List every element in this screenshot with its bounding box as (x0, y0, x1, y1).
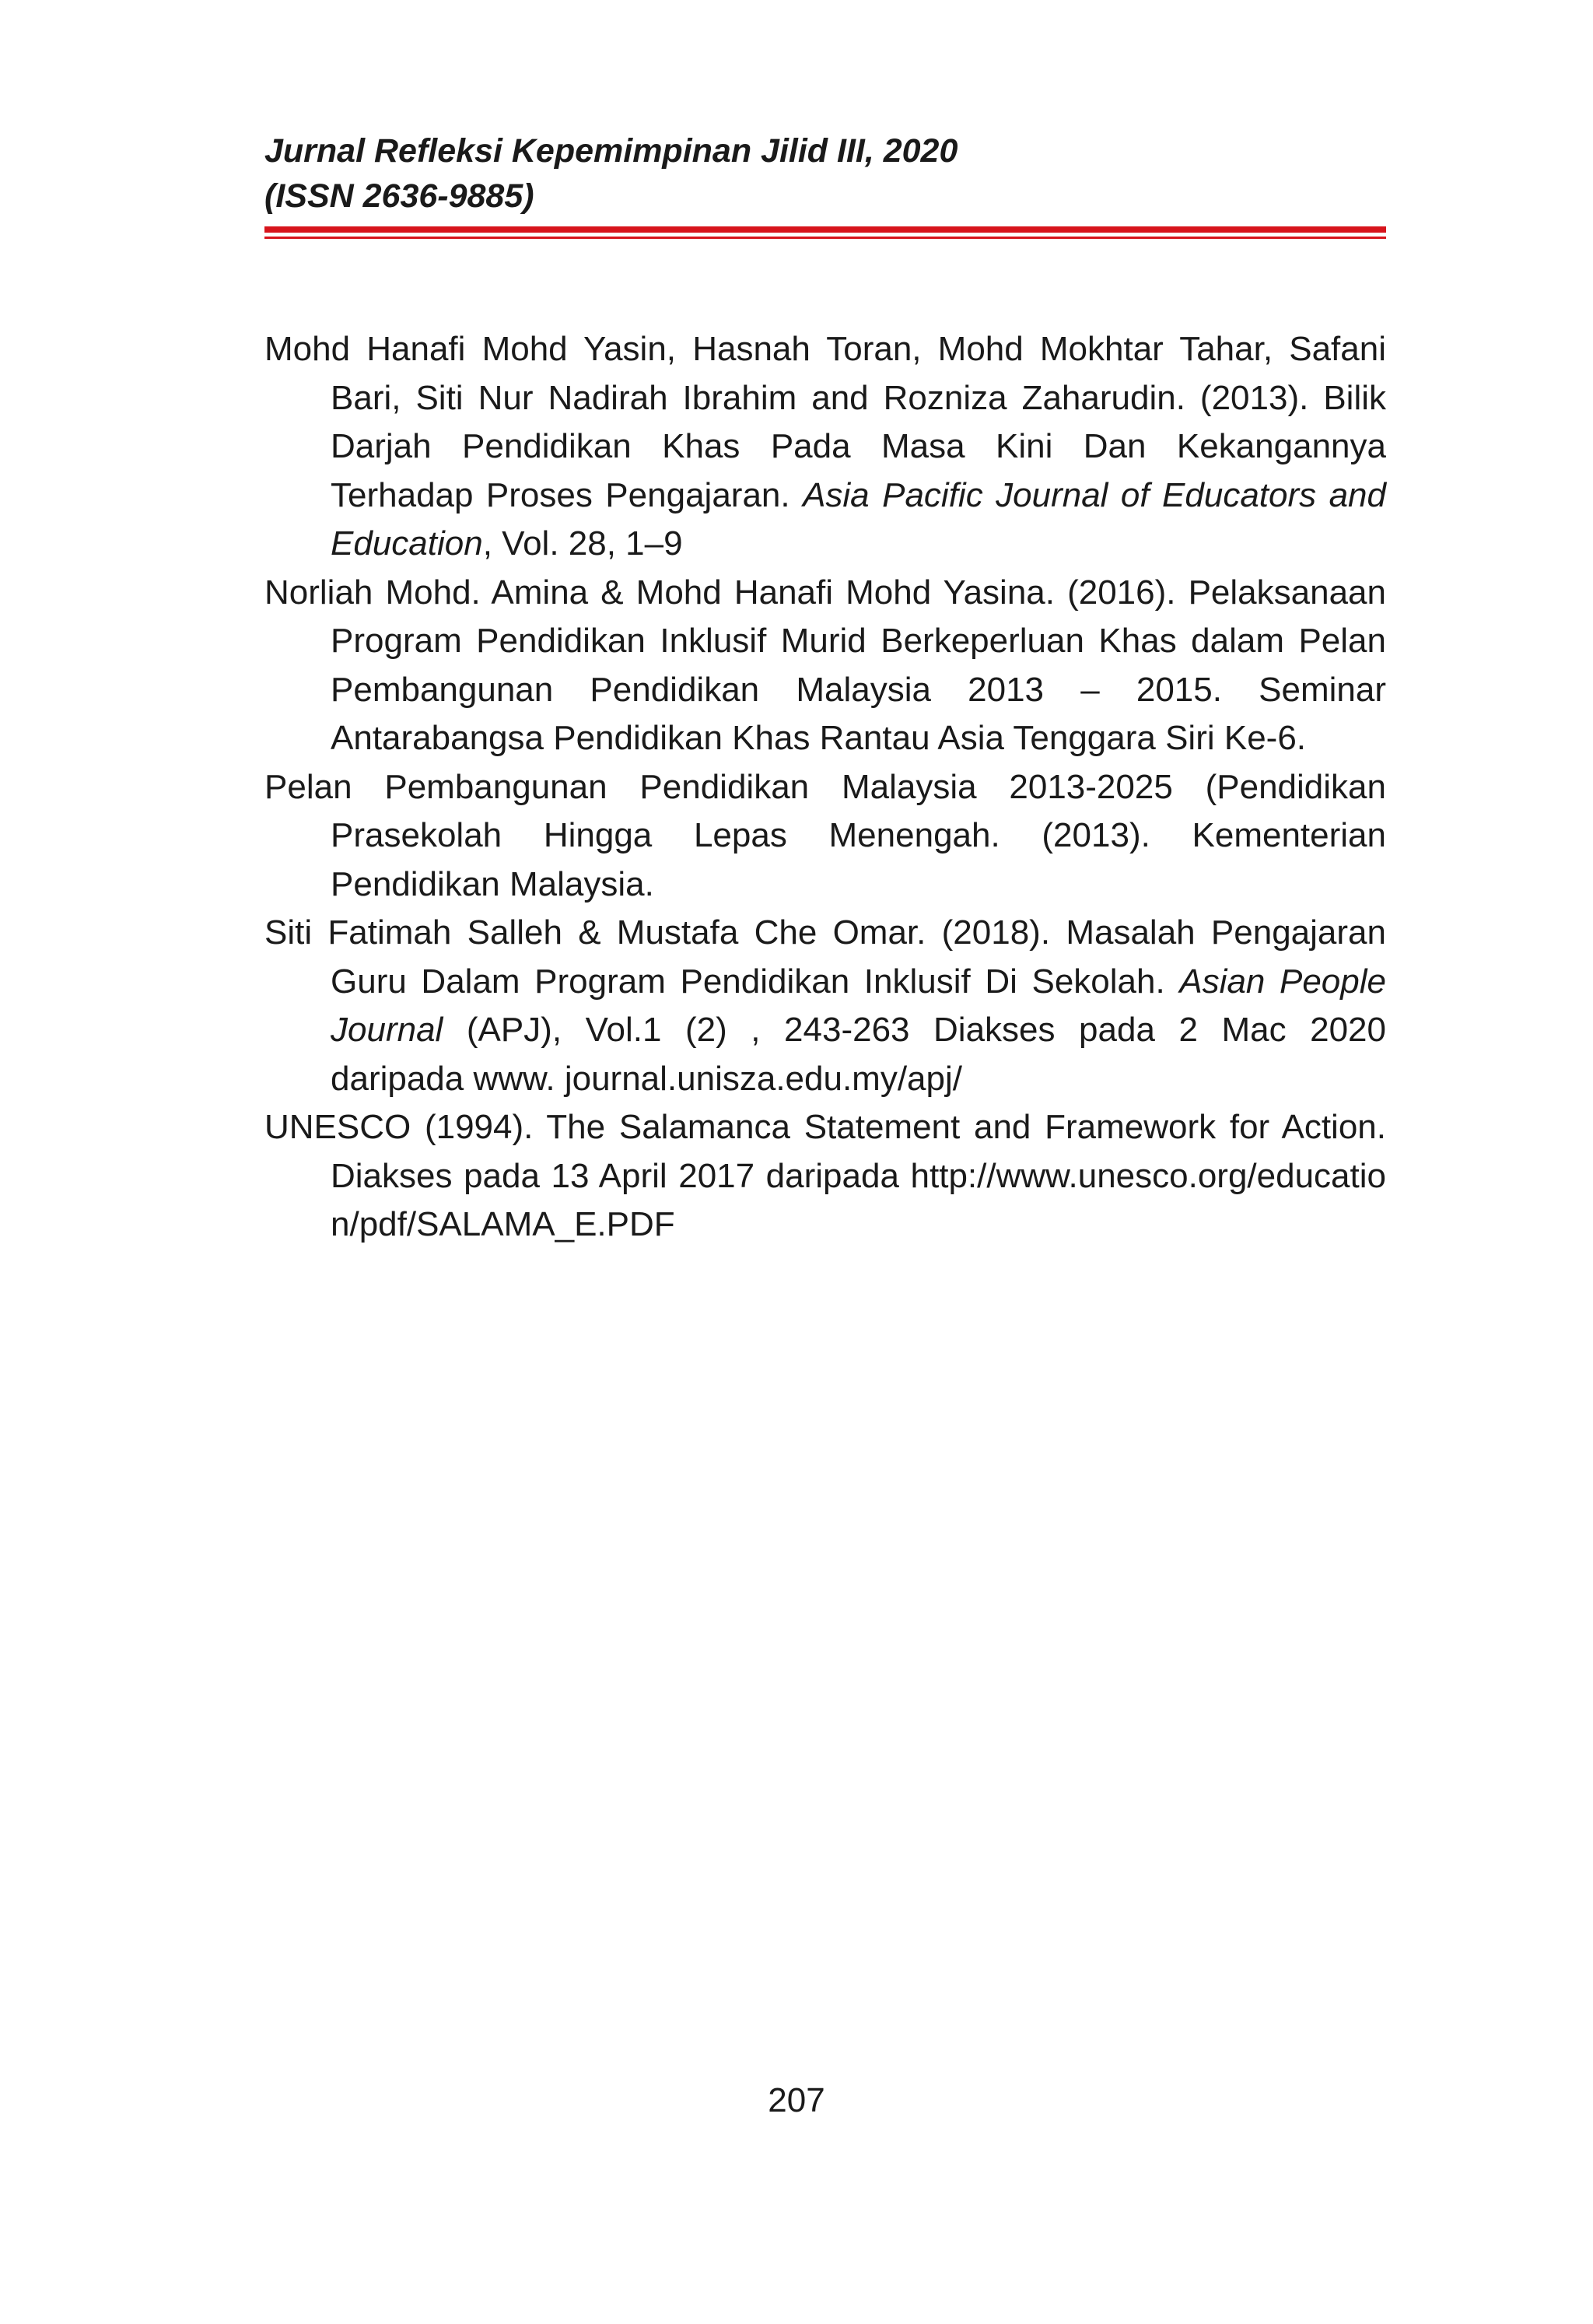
reference-journal-title: Asia Pacific Journal of Educators and Education (331, 475, 1387, 563)
reference-entry-unesco-1994 (264, 1103, 1386, 1250)
reference-entry-yasin-2013 (264, 325, 1386, 569)
journal-header (264, 128, 1386, 219)
page-number: 207 (768, 2081, 825, 2119)
reference-url: http://www.unesco.org/education/pdf/SALAMA_E.PDF (331, 1156, 1386, 1243)
reference-text: Siti Fatimah Salleh & Mustafa Che Omar. (2018). Masalah Pengajaran Guru Dalam Program Pendidikan Inklusif Di Sekolah. (264, 913, 1386, 1001)
reference-list (264, 325, 1386, 1250)
header-rule-thick (264, 226, 1386, 233)
reference-entry-salleh-2018 (264, 909, 1386, 1103)
reference-text-tail: (APJ), Vol.1 (2) , 243-263 Diakses pada 2 Mac 2020 daripada www. journal.unisza.edu.my/apj/ (331, 1011, 1386, 1098)
journal-title: Jurnal Refleksi Kepemimpinan Jilid III, 2020 (264, 132, 958, 170)
reference-entry-ppm-2013: Pelan Pembangunan Pendidikan Malaysia 2013-2025 (Pendidikan Prasekolah Hingga Lepas Menengah. (2013). Kementerian Pendidikan Malaysia. (264, 767, 1386, 903)
reference-text: UNESCO (1994). The Salamanca Statement and Framework for Action. Diakses pada 13 April 2017 daripada (264, 1108, 1386, 1195)
reference-text: Mohd Hanafi Mohd Yasin, Hasnah Toran, Mohd Mokhtar Tahar, Safani Bari, Siti Nur Nadirah Ibrahim and Rozniza Zaharudin. (2013). Bilik Darjah Pendidikan Khas Pada Masa Kini Dan Kekangannya Terhadap Proses Pengajaran. (264, 330, 1386, 514)
header-rule-thin (264, 237, 1386, 239)
reference-text-tail: , Vol. 28, 1–9 (482, 524, 683, 563)
reference-entry-amina-2016: Norliah Mohd. Amina & Mohd Hanafi Mohd Yasina. (2016). Pelaksanaan Program Pendidikan Inklusif Murid Berkeperluan Khas dalam Pelan Pembangunan Pendidikan Malaysia 2013 – 2015. Seminar Antarabangsa Pendidikan Khas Rantau Asia Tenggara Siri Ke-6. (264, 573, 1386, 757)
journal-issn: (ISSN 2636-9885) (264, 177, 534, 215)
reference-journal-title: Asian People Journal (331, 962, 1386, 1049)
